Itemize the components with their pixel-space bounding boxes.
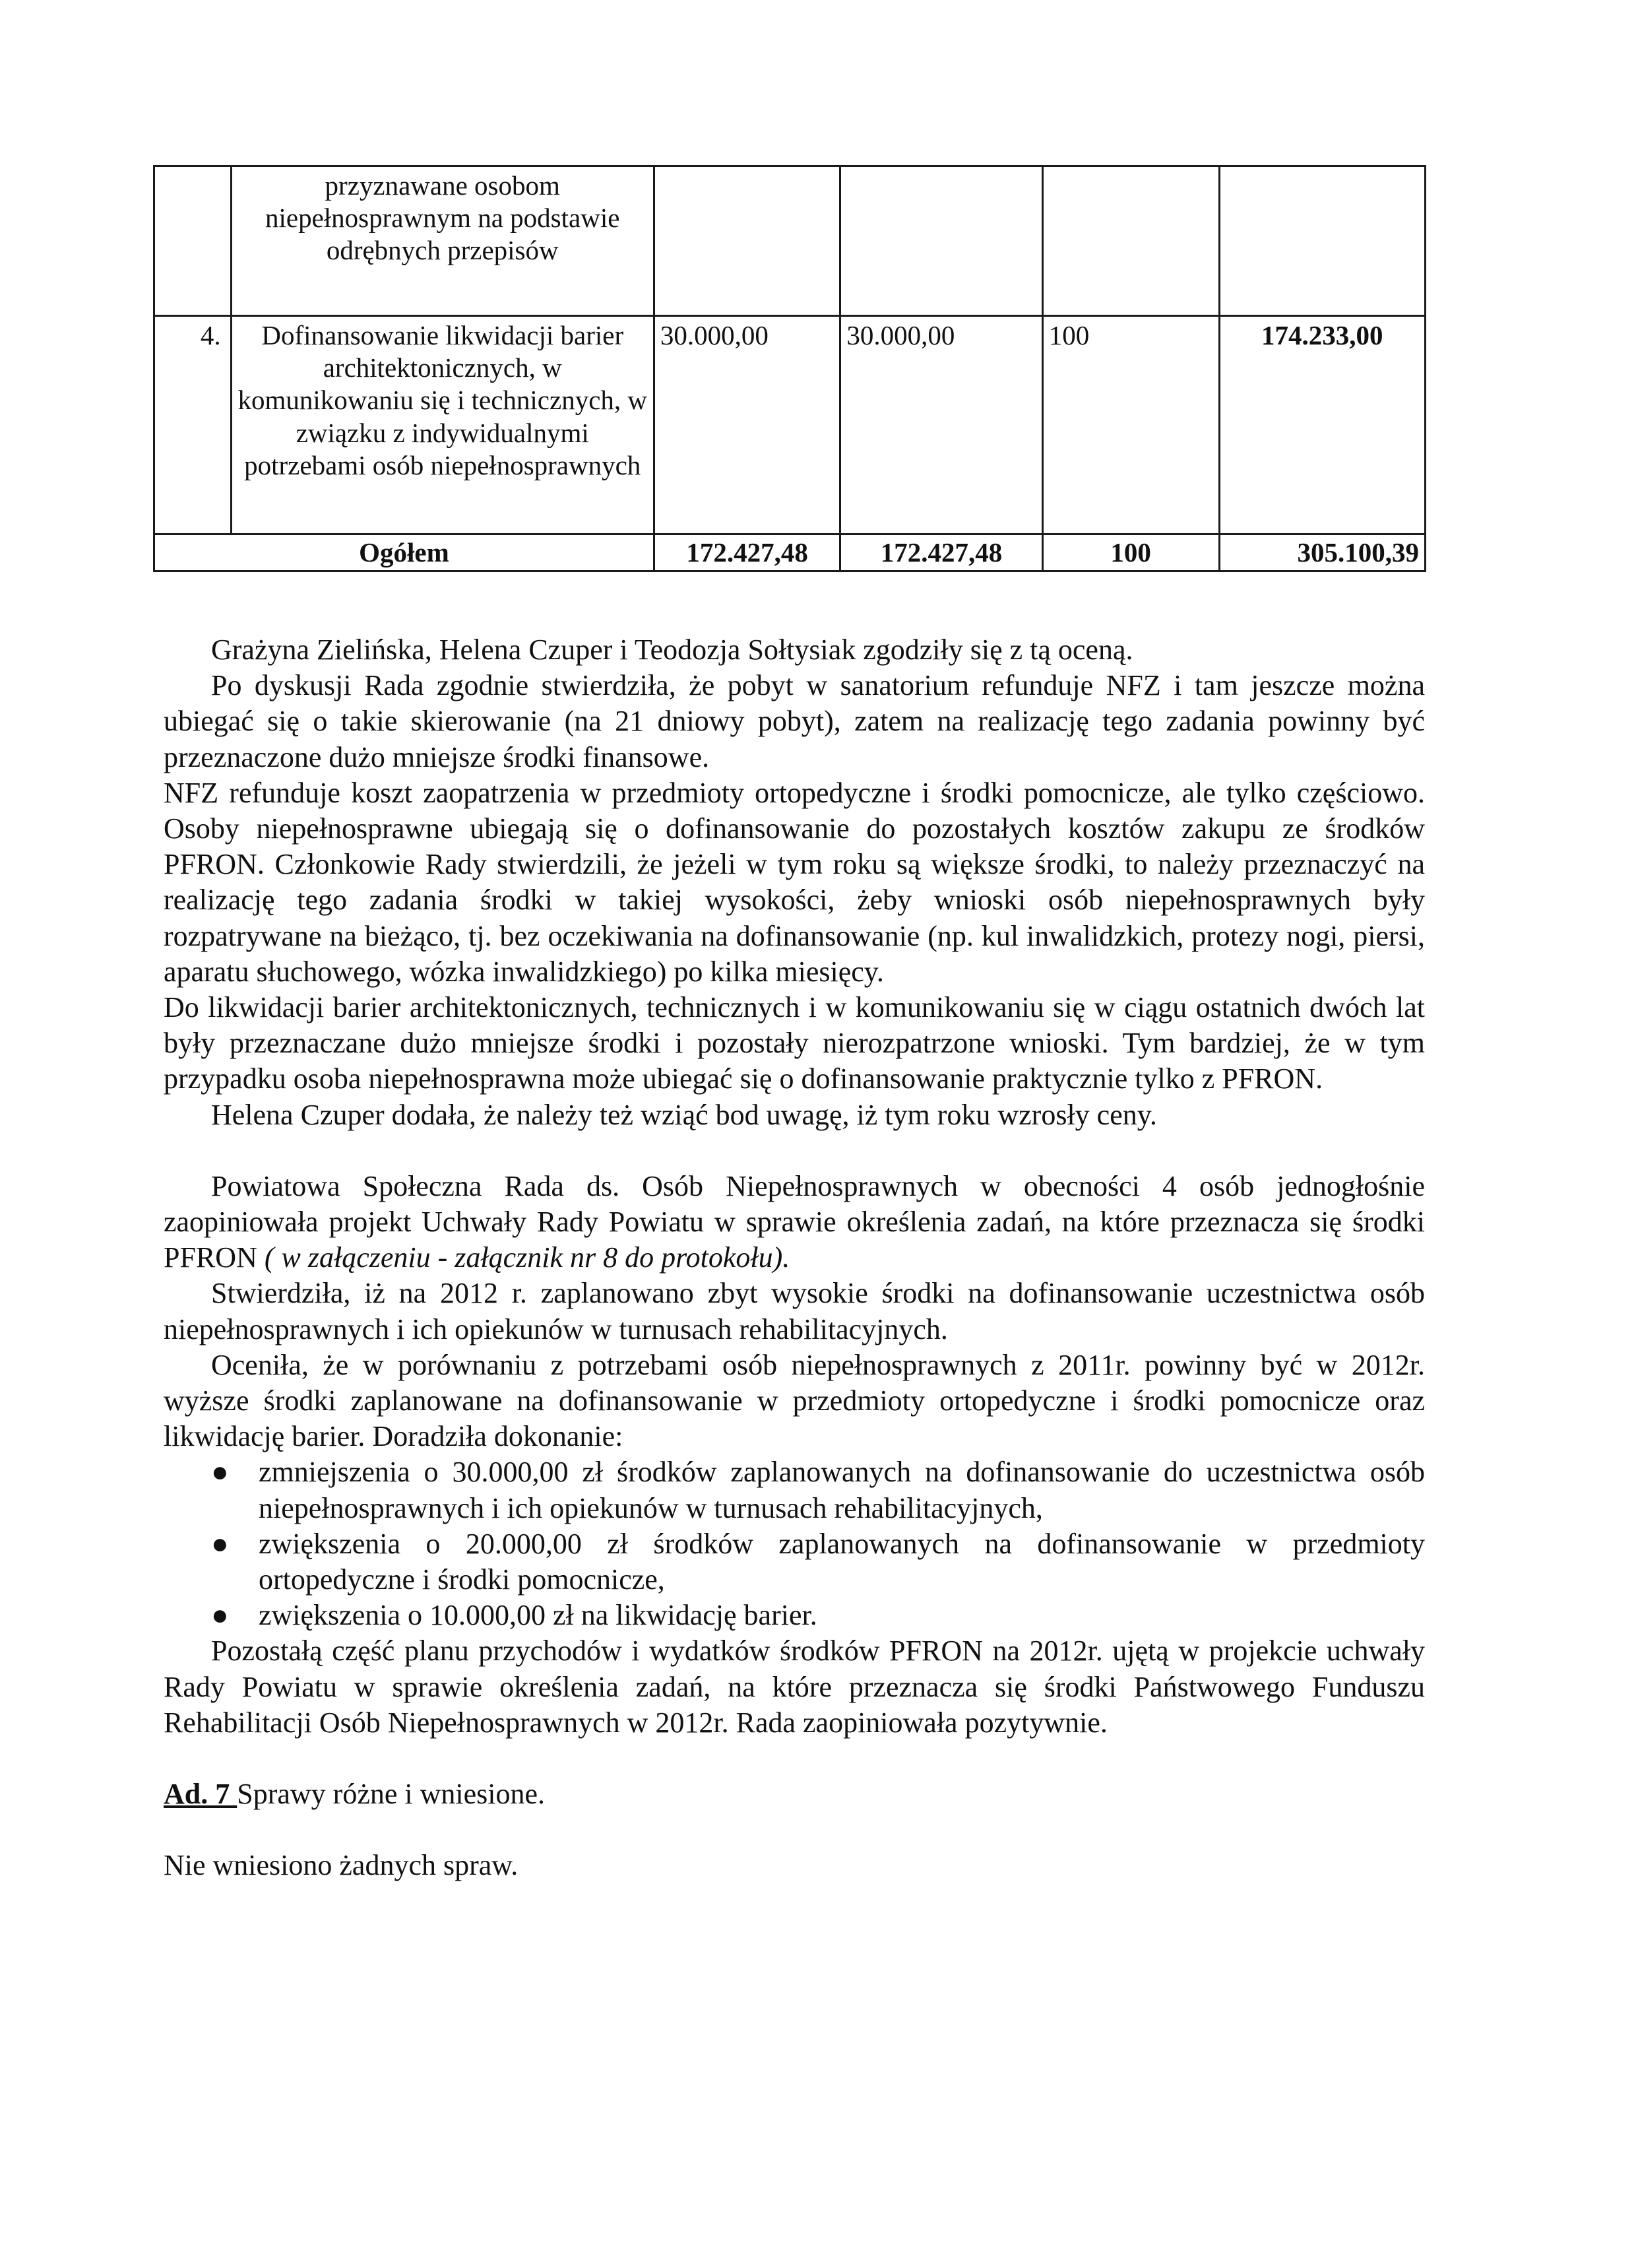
paragraph: Do likwidacji barier architektonicznych, technicznych i w komunikowaniu się w ciągu ostatnich dwóch lat były przeznaczane dużo mniejsze środki i pozostały nierozpatrzone wnioski. Tym bardziej, że w tym przypadku osoba niepełnosprawna może ubiegać się o dofinansowanie praktycznie tylko z PFRON.: [164, 991, 1425, 1095]
paragraph: Oceniła, że w porównaniu z potrzebami osób niepełnosprawnych z 2011r. powinny być w 2012r. wyższe środki zaplanowane na dofinansowanie w przedmioty ortopedyczne i środki pomocnicze oraz likwidację barier. Doradziła dokonanie:: [164, 1348, 1425, 1453]
percent-cell: 100: [1042, 535, 1219, 571]
list-item: [164, 1454, 1425, 1526]
paragraph: Pozostałą część planu przychodów i wydatków środków PFRON na 2012r. ujętą w projekcie uchwały Rady Powiatu w sprawie określenia zadań, na które przeznacza się środki Państwowego Funduszu Rehabilitacji Osób Niepełnosprawnych w 2012r. Rada zaopiniowała pozytywnie.: [164, 1635, 1425, 1739]
paragraph-text: Powiatowa Społeczna Rada ds. Osób Niepełnosprawnych w obecności 4 osób jednogłośnie zaopiniowała projekt Uchwały Rady Powiatu w sprawie określenia zadań, na które przeznacza się środki PFRON: [164, 1169, 1425, 1274]
agenda-item-title: Sprawy różne i wniesione.: [237, 1778, 546, 1811]
recommendation-list: [164, 1454, 1425, 1633]
row-number-cell: 4.: [154, 316, 232, 535]
list-item: [164, 1598, 1425, 1633]
paragraph: Po dyskusji Rada zgodnie stwierdziła, że pobyt w sanatorium refunduje NFZ i tam jeszcze można ubiegać się o takie skierowanie (na 21 dniowy pobyt), zatem na realizację tego zadania powinny być przeznaczone dużo mniejsze środki finansowe.: [164, 669, 1425, 773]
list-item-text: zwiększenia o 20.000,00 zł środków zaplanowanych na dofinansowanie w przedmioty ortopedyczne i środki pomocnicze,: [259, 1527, 1425, 1596]
paragraph: Nie wniesiono żadnych spraw.: [164, 1849, 519, 1882]
executed-amount-cell: 172.427,48: [840, 535, 1042, 571]
task-description-cell: Dofinansowanie likwidacji barier architektonicznych, w komunikowaniu się i technicznych, w związku z indywidualnymi potrzebami osób niepełnosprawnych: [231, 316, 654, 535]
list-item-text: zmniejszenia o 30.000,00 zł środków zaplanowanych na dofinansowanie do uczestnictwa osób niepełnosprawnych i ich opiekunów w turnusach rehabilitacyjnych,: [259, 1456, 1425, 1524]
paragraph: NFZ refunduje koszt zaopatrzenia w przedmioty ortopedyczne i środki pomocnicze, ale tylko częściowo. Osoby niepełnosprawne ubiegają się o dofinansowanie do pozostałych kosztów zakupu ze środków PFRON. Członkowie Rady stwierdzili, że jeżeli w tym roku są większe środki, to należy przeznaczyć na realizację tego zadania środki w takiej wysokości, żeby wnioski osób niepełnosprawnych były rozpatrywane na bieżąco, tj. bez oczekiwania na dofinansowanie (np. kul inwalidzkich, protezy nogi, piersi, aparatu słuchowego, wózka inwalidzkiego) po kilka miesięcy.: [164, 776, 1425, 988]
bullet-icon: ●: [211, 1527, 229, 1560]
row-number-cell: [154, 166, 232, 316]
spacer: [164, 1133, 1425, 1169]
total-amount-cell: 174.233,00: [1219, 316, 1425, 535]
section-heading: [164, 1776, 1425, 1812]
paragraph: Helena Czuper dodała, że należy też wziąć bod uwagę, iż tym roku wzrosły ceny.: [211, 1098, 1157, 1131]
paragraph: [164, 1169, 1425, 1276]
total-amount-cell: [1219, 166, 1425, 316]
document-body: [164, 632, 1425, 1884]
planned-amount-cell: 172.427,48: [654, 535, 840, 571]
task-description-cell: przyznawane osobom niepełnosprawnym na podstawie odrębnych przepisów: [231, 166, 654, 316]
spacer: [164, 1741, 1425, 1776]
executed-amount-cell: [840, 166, 1042, 316]
budget-table: [153, 165, 1426, 572]
paragraph: Grażyna Zielińska, Helena Czuper i Teodozja Sołtysiak zgodziły się z tą oceną.: [211, 633, 1133, 666]
bullet-icon: ●: [211, 1456, 229, 1489]
table-row: [154, 166, 1426, 316]
list-item: [164, 1526, 1425, 1598]
table-total-row: [154, 535, 1426, 571]
bullet-icon: ●: [211, 1599, 229, 1632]
percent-cell: 100: [1042, 316, 1219, 535]
executed-amount-cell: 30.000,00: [840, 316, 1042, 535]
list-item-text: zwiększenia o 10.000,00 zł na likwidację barier.: [259, 1599, 817, 1632]
planned-amount-cell: 30.000,00: [654, 316, 840, 535]
attachment-reference: ( w załączeniu - załącznik nr 8 do protokołu).: [264, 1241, 790, 1274]
planned-amount-cell: [654, 166, 840, 316]
spacer: [164, 1812, 1425, 1848]
paragraph: Stwierdziła, iż na 2012 r. zaplanowano zbyt wysokie środki na dofinansowanie uczestnictwa osób niepełnosprawnych i ich opiekunów w turnusach rehabilitacyjnych.: [164, 1277, 1425, 1345]
percent-cell: [1042, 166, 1219, 316]
total-amount-cell: 305.100,39: [1219, 535, 1425, 571]
total-label-cell: Ogółem: [154, 535, 654, 571]
agenda-item-number: Ad. 7: [164, 1778, 237, 1811]
table-row: [154, 316, 1426, 535]
